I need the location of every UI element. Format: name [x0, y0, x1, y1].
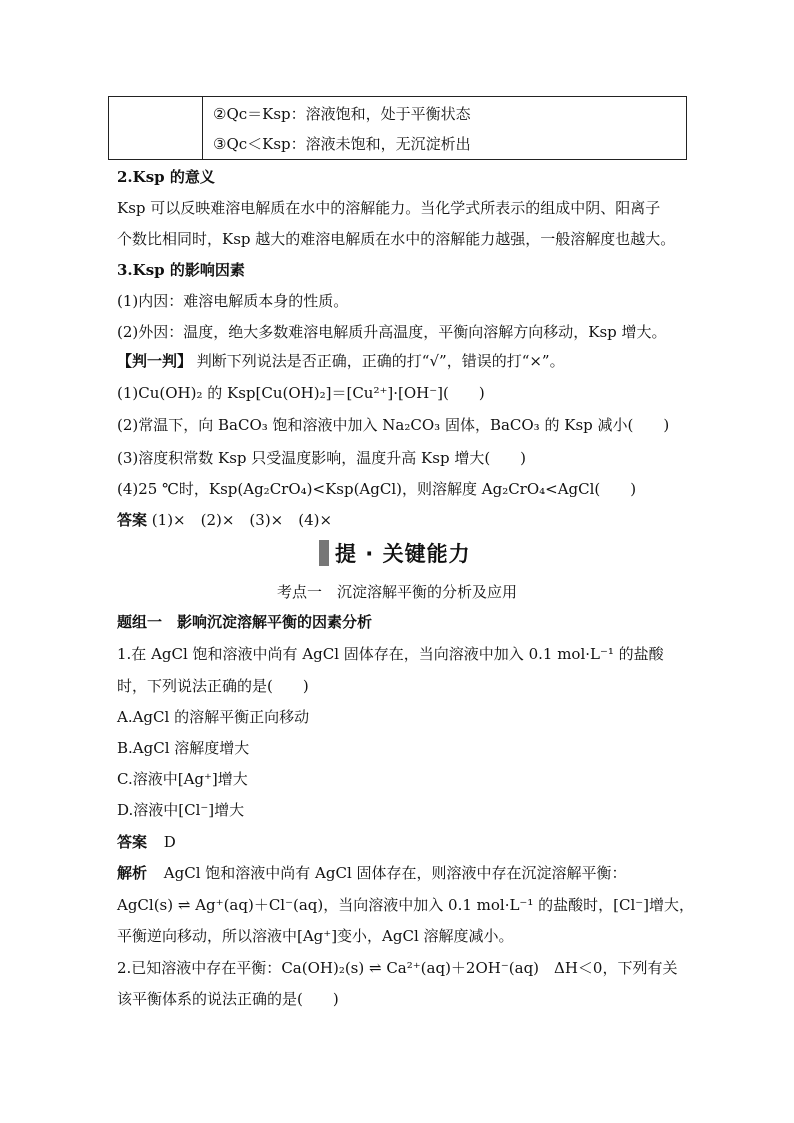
question-group-title: 题组一 影响沉淀溶解平衡的因素分析	[117, 613, 373, 631]
option-a: A.AgCl 的溶解平衡正向移动	[117, 708, 310, 726]
option-d: D.溶液中[Cl⁻]增大	[117, 801, 245, 819]
internal-factor: (1)内因：难溶电解质本身的性质。	[117, 292, 349, 310]
judge-header	[117, 351, 565, 371]
question-2-stem-cont: 该平衡体系的说法正确的是( )	[117, 990, 339, 1008]
ksp-meaning-paragraph-2: 个数比相同时，Ksp 越大的难溶电解质在水中的溶解能力越强，一般溶解度也越大。	[117, 230, 676, 248]
option-b: B.AgCl 溶解度增大	[117, 739, 250, 757]
section-banner	[319, 540, 471, 566]
option-c: C.溶液中[Ag⁺]增大	[117, 770, 248, 788]
analysis-text: AgCl 饱和溶液中尚有 AgCl 固体存在，则溶液中存在沉淀溶解平衡：	[163, 864, 627, 882]
external-factor: (2)外因：温度，绝大多数难溶电解质升高温度，平衡向溶解方向移动，Ksp 增大。	[117, 323, 667, 341]
judge-item: (3)溶度积常数 Ksp 只受温度影响，温度升高 Ksp 增大( )	[117, 449, 527, 467]
question-1-answer	[117, 832, 176, 852]
question-1-analysis-line-2: AgCl(s) ⇌ Ag⁺(aq)＋Cl⁻(aq)，当向溶液中加入 0.1 mol·L⁻¹ 的盐酸时，[Cl⁻]增大，	[117, 896, 695, 914]
judge-title: 【判一判】	[117, 352, 193, 370]
question-1-stem: 1.在 AgCl 饱和溶液中尚有 AgCl 固体存在，当向溶液中加入 0.1 mol·L⁻¹ 的盐酸	[117, 645, 664, 663]
table-row-unsaturated: ③Qc＜Ksp：溶液未饱和，无沉淀析出	[213, 135, 471, 153]
judge-instruction: 判断下列说法是否正确，正确的打“√”，错误的打“×”。	[196, 352, 565, 370]
answer-label: 答案	[117, 833, 148, 851]
condition-table	[108, 96, 687, 160]
table-row-saturated: ②Qᴄ＝Ksp：溶液饱和，处于平衡状态	[213, 105, 471, 123]
answer-value: (1)× (2)× (3)× (4)×	[151, 511, 333, 529]
question-1-analysis-line-3: 平衡逆向移动，所以溶液中[Ag⁺]变小，AgCl 溶解度减小。	[117, 927, 514, 945]
analysis-label: 解析	[117, 864, 148, 882]
answer-value: D	[163, 833, 176, 851]
banner-title: 提 · 关键能力	[335, 542, 471, 566]
judge-item: (1)Cu(OH)₂ 的 Ksp[Cu(OH)₂]＝[Cu²⁺]·[OH⁻]( )	[117, 384, 485, 402]
judge-item: (2)常温下，向 BaCO₃ 饱和溶液中加入 Na₂CO₃ 固体，BaCO₃ 的 Ksp 减小( )	[117, 416, 670, 434]
section-heading-ksp-meaning: 2.Ksp 的意义	[117, 168, 215, 186]
banner-bar-icon	[319, 540, 329, 566]
question-1-analysis-line-1	[117, 863, 627, 883]
judge-item: (4)25 ℃时，Ksp(Ag₂CrO₄)<Ksp(AgCl)，则溶解度 Ag₂CrO₄<AgCl( )	[117, 480, 637, 498]
section-heading-ksp-factors: 3.Ksp 的影响因素	[117, 261, 245, 279]
question-2-stem: 2.已知溶液中存在平衡：Ca(OH)₂(s) ⇌ Ca²⁺(aq)＋2OH⁻(aq) ΔH＜0，下列有关	[117, 959, 678, 977]
answer-label: 答案	[117, 511, 148, 529]
question-1-stem-cont: 时，下列说法正确的是( )	[117, 677, 309, 695]
kaodian-title: 考点一 沉淀溶解平衡的分析及应用	[276, 583, 517, 601]
judge-answer	[117, 510, 332, 530]
ksp-meaning-paragraph-1: Ksp 可以反映难溶电解质在水中的溶解能力。当化学式所表示的组成中阴、阳离子	[117, 199, 661, 217]
table-divider	[202, 97, 203, 159]
